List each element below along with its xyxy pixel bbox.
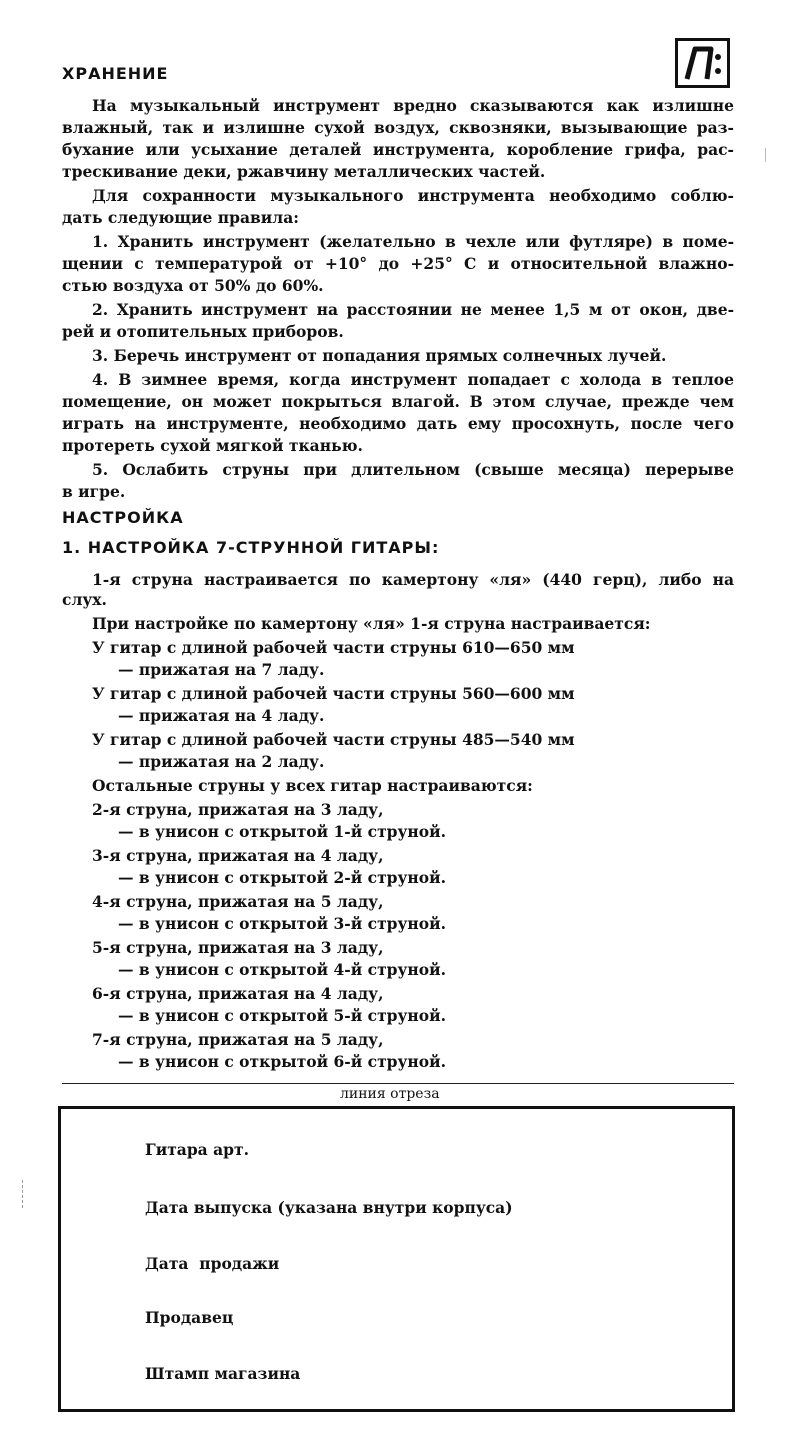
length-line: У гитар с длиной рабочей части струны 610—650 мм <box>92 638 575 657</box>
storage-p2-line: дать следующие правила: <box>62 208 299 227</box>
string-unison: — в унисон с открытой 6-й струной. <box>118 1052 447 1071</box>
string-line: 3-я струна, прижатая на 4 ладу, <box>92 846 384 865</box>
length-fret: — прижатая на 4 ладу. <box>118 706 325 725</box>
length-fret: — прижатая на 2 ладу. <box>118 752 325 771</box>
rule-4-line: протереть сухой мягкой тканью. <box>62 436 363 455</box>
coupon-field-release-date: Дата выпуска (указана внутри корпуса) <box>145 1198 513 1217</box>
storage-p1-line: бухание или усыхание деталей инструмента, коробление грифа, рас- <box>62 140 734 159</box>
string-line: 2-я струна, прижатая на 3 ладу, <box>92 800 384 819</box>
tuning-subheading: 1. НАСТРОЙКА 7-СТРУННОЙ ГИТАРЫ: <box>62 538 440 557</box>
length-line: У гитар с длиной рабочей части струны 485—540 мм <box>92 730 575 749</box>
storage-heading: ХРАНЕНИЕ <box>62 64 169 83</box>
coupon-field-seller: Продавец <box>145 1308 234 1327</box>
string-line: 6-я струна, прижатая на 4 ладу, <box>92 984 384 1003</box>
coupon-field-article: Гитара арт. <box>145 1140 250 1159</box>
coupon-field-sale-date: Дата продажи <box>145 1254 280 1273</box>
string-unison: — в унисон с открытой 4-й струной. <box>118 960 447 979</box>
storage-p1-line: трескивание деки, ржавчину металлических частей. <box>62 162 546 181</box>
cut-line-label: линия отреза <box>340 1086 440 1102</box>
string-unison: — в унисон с открытой 3-й струной. <box>118 914 447 933</box>
string-unison: — в унисон с открытой 5-й струной. <box>118 1006 447 1025</box>
length-fret: — прижатая на 7 ладу. <box>118 660 325 679</box>
rule-5-line: 5. Ослабить струны при длительном (свыше месяца) перерыве <box>92 460 734 479</box>
rule-4-line: 4. В зимнее время, когда инструмент попадает с холода в теплое <box>92 370 734 389</box>
tuning-intro-line: 1-я струна настраивается по камертону «ля» (440 герц), либо на <box>92 570 734 589</box>
tuning-intro-line: слух. <box>62 590 107 609</box>
coupon-field-store-stamp: Штамп магазина <box>145 1364 301 1383</box>
string-line: 4-я струна, прижатая на 5 ладу, <box>92 892 384 911</box>
rule-1-line: щении с температурой от +10° до +25° С и относительной влажно- <box>62 254 734 273</box>
storage-p1-line: влажный, так и излишне сухой воздух, сквозняки, вызывающие раз- <box>62 118 734 137</box>
rule-1-line: стью воздуха от 50% до 60%. <box>62 276 324 295</box>
string-line: 5-я струна, прижатая на 3 ладу, <box>92 938 384 957</box>
tuning-heading: НАСТРОЙКА <box>62 508 184 527</box>
storage-p2-line: Для сохранности музыкального инструмента необходимо соблю- <box>92 186 734 205</box>
string-unison: — в унисон с открытой 1-й струной. <box>118 822 447 841</box>
storage-p1-line: На музыкальный инструмент вредно сказываются как излишне <box>92 96 734 115</box>
string-unison: — в унисон с открытой 2-й струной. <box>118 868 447 887</box>
tuning-others: Остальные струны у всех гитар настраиваются: <box>92 776 533 795</box>
scan-mark <box>765 148 768 162</box>
scan-mark <box>22 1180 25 1208</box>
manufacturer-logo <box>675 38 730 88</box>
rule-2-line: 2. Хранить инструмент на расстоянии не менее 1,5 м от окон, две- <box>92 300 734 319</box>
rule-3-line: 3. Беречь инструмент от попадания прямых солнечных лучей. <box>92 346 667 365</box>
cut-line <box>62 1083 734 1084</box>
rule-2-line: рей и отопительных приборов. <box>62 322 344 341</box>
tuning-by-fork: При настройке по камертону «ля» 1-я струна настраивается: <box>92 614 651 633</box>
rule-4-line: помещение, он может покрыться влагой. В этом случае, прежде чем <box>62 392 734 411</box>
string-line: 7-я струна, прижатая на 5 ладу, <box>92 1030 384 1049</box>
logo-mark-icon <box>681 43 725 83</box>
rule-4-line: играть на инструменте, необходимо дать ему просохнуть, после чего <box>62 414 734 433</box>
rule-1-line: 1. Хранить инструмент (желательно в чехле или футляре) в поме- <box>92 232 734 251</box>
rule-5-line: в игре. <box>62 482 126 501</box>
length-line: У гитар с длиной рабочей части струны 560—600 мм <box>92 684 575 703</box>
